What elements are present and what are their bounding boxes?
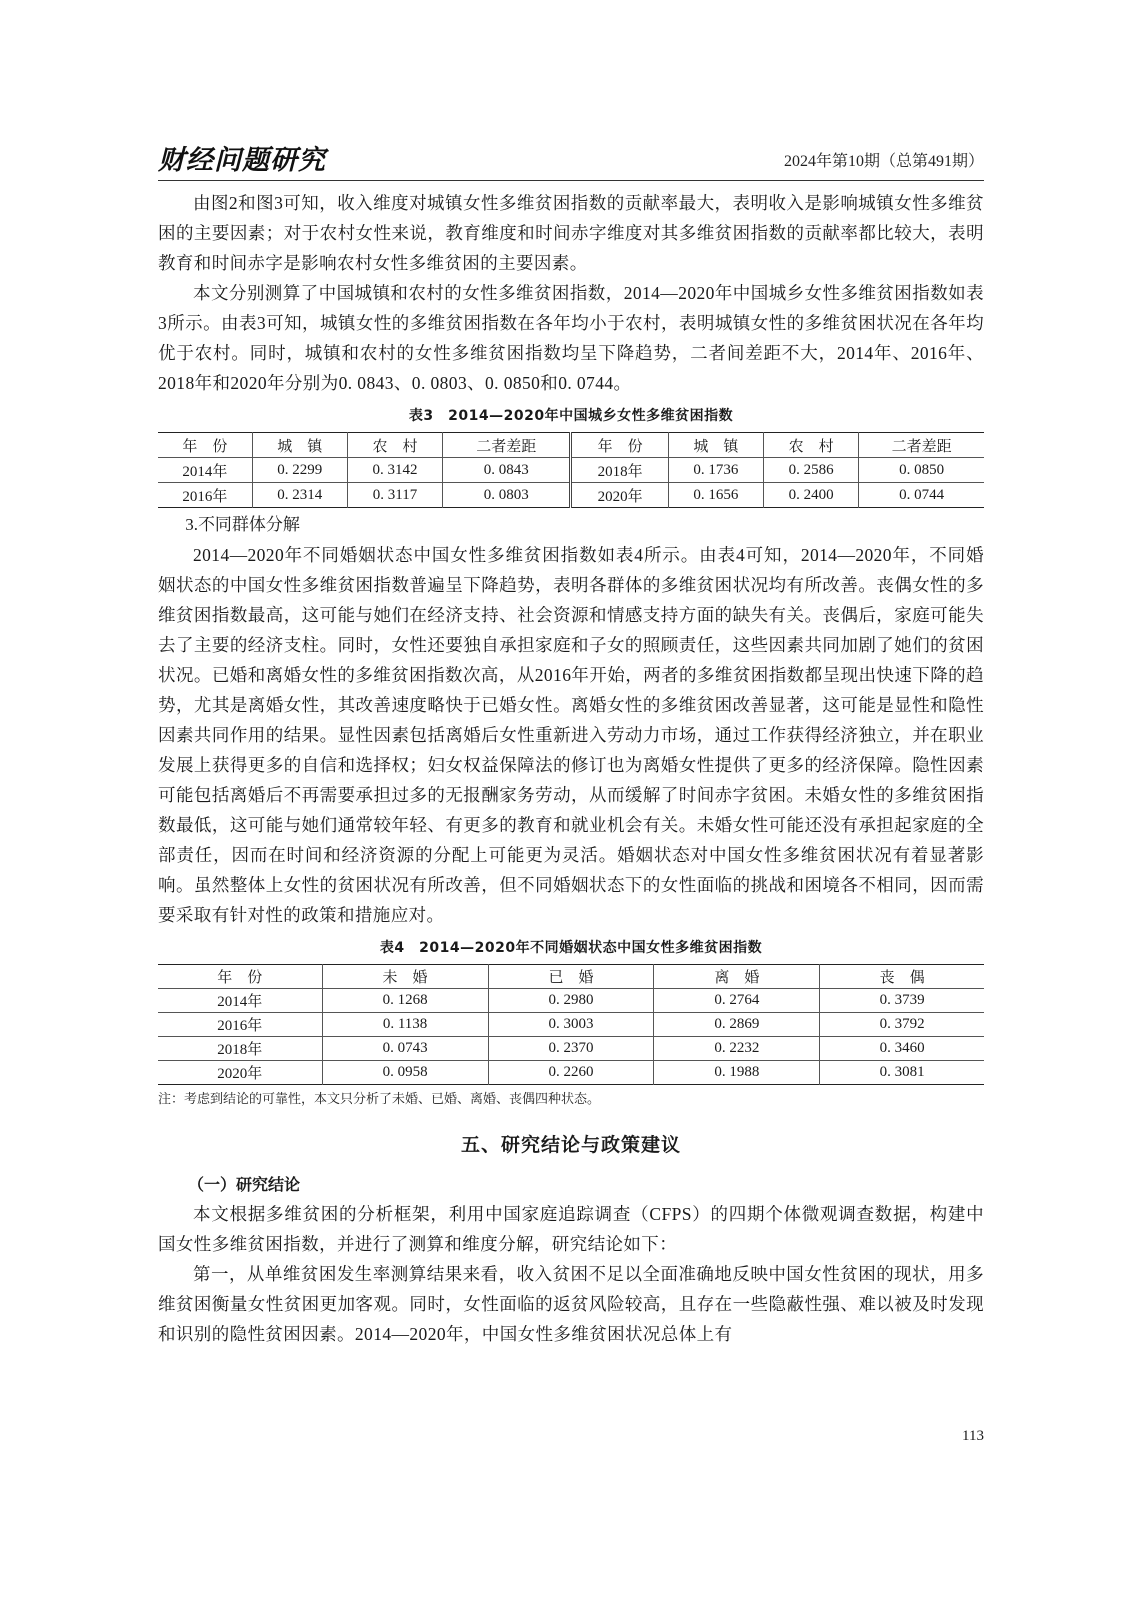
table-header-cell: 丧 偶 (820, 965, 984, 989)
issue-info: 2024年第10期（总第491期） (783, 153, 984, 170)
table-cell: 0. 1656 (668, 483, 763, 508)
table-cell: 0. 0744 (859, 483, 984, 508)
page-number: 113 (962, 1428, 984, 1444)
table-header-cell: 年 份 (571, 433, 668, 458)
subsection-heading: （一）研究结论 (188, 1175, 301, 1194)
table-cell: 0. 1736 (668, 458, 763, 483)
table-cell: 0. 0803 (443, 483, 571, 508)
table-cell: 0. 3142 (347, 458, 442, 483)
table-cell: 0. 0743 (322, 1037, 488, 1061)
table3 (158, 432, 984, 508)
table-cell: 0. 0843 (443, 458, 571, 483)
table-header-row (158, 433, 984, 458)
table-cell: 0. 0850 (859, 458, 984, 483)
table-header-cell: 年 份 (158, 433, 252, 458)
table4 (158, 964, 984, 1085)
table-cell: 2016年 (158, 483, 252, 508)
subsection-title: 3.不同群体分解 (185, 515, 300, 534)
article-body (158, 188, 984, 1349)
table-cell: 0. 1988 (654, 1061, 820, 1085)
table-cell: 0. 2260 (488, 1061, 654, 1085)
paragraph: 2014—2020年不同婚姻状态中国女性多维贫困指数如表4所示。由表4可知，2014—2020年，不同婚姻状态的中国女性多维贫困指数普遍呈下降趋势，表明各群体的多维贫困状况均有所改善。丧偶女性的多维贫困指数最高，这可能与她们在经济支持、社会资源和情感支持方面的缺失有关。丧偶后，家庭可能失去了主要的经济支柱。同时，女性还要独自承担家庭和子女的照顾责任，这些因素共同加剧了她们的贫困状况。已婚和离婚女性的多维贫困指数次高，从2016年开始，两者的多维贫困指数都呈现出快速下降的趋势，尤其是离婚女性，其改善速度略快于已婚女性。离婚女性的多维贫困改善显著，这可能是显性和隐性因素共同作用的结果。显性因素包括离婚后女性重新进入劳动力市场，通过工作获得经济独立，并在职业发展上获得更多的自信和选择权；妇女权益保障法的修订也为离婚女性提供了更多的经济保障。隐性因素可能包括离婚后不再需要承担过多的无报酬家务劳动，从而缓解了时间赤字贫困。未婚女性的多维贫困指数最低，这可能与她们通常较年轻、有更多的教育和就业机会有关。未婚女性可能还没有承担起家庭的全部责任，因而在时间和经济资源的分配上可能更为灵活。婚姻状态对中国女性多维贫困状况有着显著影响。虽然整体上女性的贫困状况有所改善，但不同婚姻状态下的女性面临的挑战和困境各不相同，因而需要采取有针对性的政策和措施应对。 (158, 545, 984, 925)
table-header-cell: 未 婚 (322, 965, 488, 989)
table-row (158, 1037, 984, 1061)
table-header-cell: 农 村 (763, 433, 858, 458)
table-row (158, 458, 984, 483)
table-row (158, 1061, 984, 1085)
paragraph: 本文根据多维贫困的分析框架，利用中国家庭追踪调查（CFPS）的四期个体微观调查数据，构建中国女性多维贫困指数，并进行了测算和维度分解，研究结论如下： (158, 1204, 984, 1254)
table-cell: 0. 2370 (488, 1037, 654, 1061)
page-header (158, 138, 984, 178)
section-heading: 五、研究结论与政策建议 (460, 1134, 681, 1156)
table4-note: 注：考虑到结论的可靠性，本文只分析了未婚、已婚、离婚、丧偶四种状态。 (158, 1091, 601, 1106)
journal-logo: 财经问题研究 (158, 145, 326, 176)
table-header-cell: 年 份 (158, 965, 322, 989)
table-header-cell: 二者差距 (859, 433, 984, 458)
table-cell: 0. 3792 (820, 1013, 984, 1037)
table-cell: 0. 3460 (820, 1037, 984, 1061)
paragraph: 本文分别测算了中国城镇和农村的女性多维贫困指数，2014—2020年中国城乡女性多维贫困指数如表3所示。由表3可知，城镇女性的多维贫困指数在各年均小于农村，表明城镇女性的多维贫困状况在各年均优于农村。同时，城镇和农村的女性多维贫困指数均呈下降趋势，二者间差距不大，2014年、2016年、2018年和2020年分别为0. 0843、0. 0803、0. 0850和0. 0744。 (158, 283, 984, 393)
table-cell: 0. 2232 (654, 1037, 820, 1061)
table-cell: 2020年 (571, 483, 668, 508)
table-cell: 0. 2869 (654, 1013, 820, 1037)
table-header-cell: 离 婚 (654, 965, 820, 989)
table-cell: 0. 2764 (654, 989, 820, 1013)
table3-caption: 表3 2014—2020年中国城乡女性多维贫困指数 (408, 408, 734, 424)
table-cell: 2016年 (158, 1013, 322, 1037)
paragraph: 由图2和图3可知，收入维度对城镇女性多维贫困指数的贡献率最大，表明收入是影响城镇女性多维贫困的主要因素；对于农村女性来说，教育维度和时间赤字维度对其多维贫困指数的贡献率都比较大，表明教育和时间赤字是影响农村女性多维贫困的主要因素。 (158, 193, 984, 273)
table-cell: 0. 2586 (763, 458, 858, 483)
table-header-cell: 城 镇 (252, 433, 347, 458)
table-cell: 0. 3117 (347, 483, 442, 508)
table-cell: 0. 2980 (488, 989, 654, 1013)
table-cell: 2018年 (571, 458, 668, 483)
table-cell: 0. 2299 (252, 458, 347, 483)
table-header-cell: 农 村 (347, 433, 442, 458)
table-row (158, 1013, 984, 1037)
table-cell: 0. 3739 (820, 989, 984, 1013)
table-header-cell: 城 镇 (668, 433, 763, 458)
table-cell: 2018年 (158, 1037, 322, 1061)
table-header-cell: 已 婚 (488, 965, 654, 989)
table-cell: 0. 1138 (322, 1013, 488, 1037)
table-cell: 0. 0958 (322, 1061, 488, 1085)
table-cell: 0. 2314 (252, 483, 347, 508)
table-cell: 2014年 (158, 989, 322, 1013)
table-row (158, 989, 984, 1013)
table-cell: 2020年 (158, 1061, 322, 1085)
table-header-cell: 二者差距 (443, 433, 571, 458)
table-cell: 0. 1268 (322, 989, 488, 1013)
paragraph: 第一，从单维贫困发生率测算结果来看，收入贫困不足以全面准确地反映中国女性贫困的现状，用多维贫困衡量女性贫困更加客观。同时，女性面临的返贫风险较高，且存在一些隐蔽性强、难以被及时发现和识别的隐性贫困因素。2014—2020年，中国女性多维贫困状况总体上有 (158, 1264, 984, 1344)
table-row (158, 483, 984, 508)
table-cell: 0. 3003 (488, 1013, 654, 1037)
table-cell: 0. 2400 (763, 483, 858, 508)
header-rule (158, 180, 984, 181)
table-cell: 2014年 (158, 458, 252, 483)
table4-caption: 表4 2014—2020年不同婚姻状态中国女性多维贫困指数 (379, 940, 763, 956)
table-cell: 0. 3081 (820, 1061, 984, 1085)
table-header-row (158, 965, 984, 989)
